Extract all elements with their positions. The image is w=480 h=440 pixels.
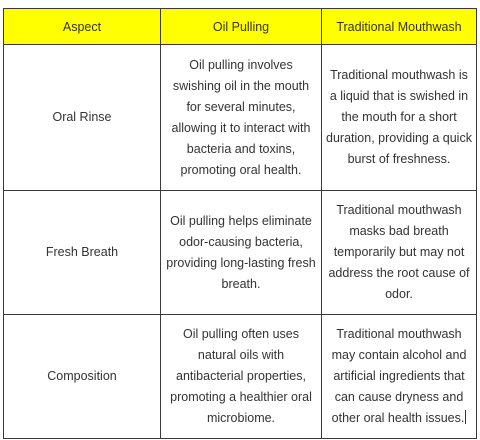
comparison-table <box>3 8 477 439</box>
text-cursor <box>465 410 466 424</box>
table-row <box>4 191 477 315</box>
aspect-cell: Oral Rinse <box>4 45 161 191</box>
aspect-cell: Fresh Breath <box>4 191 161 315</box>
header-oil-pulling: Oil Pulling <box>161 9 322 45</box>
table-row <box>4 45 477 191</box>
table-body <box>4 45 477 439</box>
oil-pulling-cell: Oil pulling involves swishing oil in the mouth for several minutes, allowing it to interact with bacteria and toxins, promoting oral health. <box>161 45 322 191</box>
table-header <box>4 9 477 45</box>
mouthwash-cell-text: Traditional mouthwash may contain alcohol and artificial ingredients that can cause dryness and other oral health issues. <box>331 327 467 425</box>
table-row <box>4 315 477 439</box>
mouthwash-cell: Traditional mouthwash is a liquid that is swished in the mouth for a short duration, providing a quick burst of freshness. <box>322 45 477 191</box>
header-row <box>4 9 477 45</box>
mouthwash-cell: Traditional mouthwash masks bad breath temporarily but may not address the root cause of odor. <box>322 191 477 315</box>
header-traditional-mouthwash: Traditional Mouthwash <box>322 9 477 45</box>
oil-pulling-cell: Oil pulling often uses natural oils with antibacterial properties, promoting a healthier oral microbiome. <box>161 315 322 439</box>
aspect-cell: Composition <box>4 315 161 439</box>
mouthwash-cell[interactable] <box>322 315 477 439</box>
header-aspect: Aspect <box>4 9 161 45</box>
oil-pulling-cell: Oil pulling helps eliminate odor-causing bacteria, providing long-lasting fresh breath. <box>161 191 322 315</box>
